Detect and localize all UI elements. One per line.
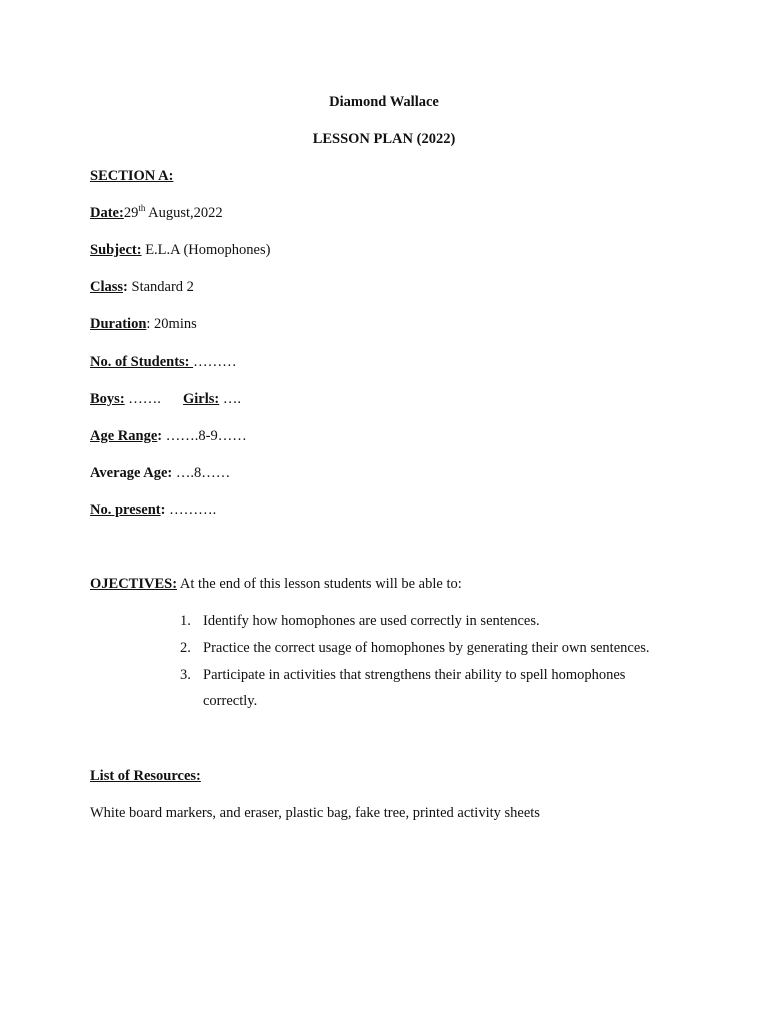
list-item-text: Practice the correct usage of homophones by generating their own sentences. [203,640,650,656]
boys-value: ……. [124,391,161,407]
resources-label: List of Resources: [90,768,201,784]
present-label: No. present [90,502,161,518]
section-a-heading [90,168,173,185]
class-label: Class [90,279,124,295]
duration-label: Duration [90,316,147,332]
subject-row [90,242,270,259]
present-row [90,502,216,519]
girls-row [183,391,241,408]
list-item [180,640,650,657]
duration-value: : 20mins [146,316,197,332]
boys-label: Boys: [90,391,125,407]
resources-heading-row [90,768,201,785]
document-title: LESSON PLAN (2022) [312,131,456,147]
list-item-number: 1. [180,613,191,629]
age-range-colon: : [157,428,163,444]
students-label: No. of Students: [90,354,194,370]
list-item-continuation: correctly. [203,693,258,709]
list-item-text: Participate in activities that strengthens their ability to spell homophones [203,667,626,683]
class-colon: : [123,279,128,295]
resources-text: White board markers, and eraser, plastic bag, fake tree, printed activity sheets [90,805,540,821]
class-value: Standard 2 [127,279,194,295]
date-day: 29 [123,205,139,221]
date-rest: August,2022 [145,205,223,221]
list-item [180,667,625,684]
date-label: Date: [90,205,124,221]
age-range-row [90,428,247,445]
average-age-value: ….8…… [172,465,231,481]
present-colon: : [160,502,166,518]
list-item-text: Identify how homophones are used correctly in sentences. [203,613,540,629]
average-age-row [90,465,230,482]
section-a-label: SECTION A: [90,168,174,184]
date-suffix: th [138,203,146,214]
boys-girls-row [90,391,161,408]
age-range-label: Age Range [90,428,158,444]
average-age-label: Average Age: [90,465,173,481]
list-item [180,613,540,630]
objectives-label: OJECTIVES: [90,576,178,592]
duration-row [90,316,197,333]
present-value: ………. [165,502,217,518]
list-item-number: 3. [180,667,191,683]
students-value: ……… [193,354,237,370]
subject-label: Subject: [90,242,142,258]
age-range-value: …….8-9…… [162,428,247,444]
subject-value: E.L.A (Homophones) [141,242,271,258]
girls-value: …. [219,391,241,407]
girls-label: Girls: [183,391,220,407]
date-row [90,205,223,222]
objectives-row [90,576,462,593]
list-item-number: 2. [180,640,191,656]
class-row [90,279,194,296]
author-name: Diamond Wallace [329,94,439,110]
objectives-intro: At the end of this lesson students will be able to: [177,576,462,592]
students-row [90,354,237,371]
